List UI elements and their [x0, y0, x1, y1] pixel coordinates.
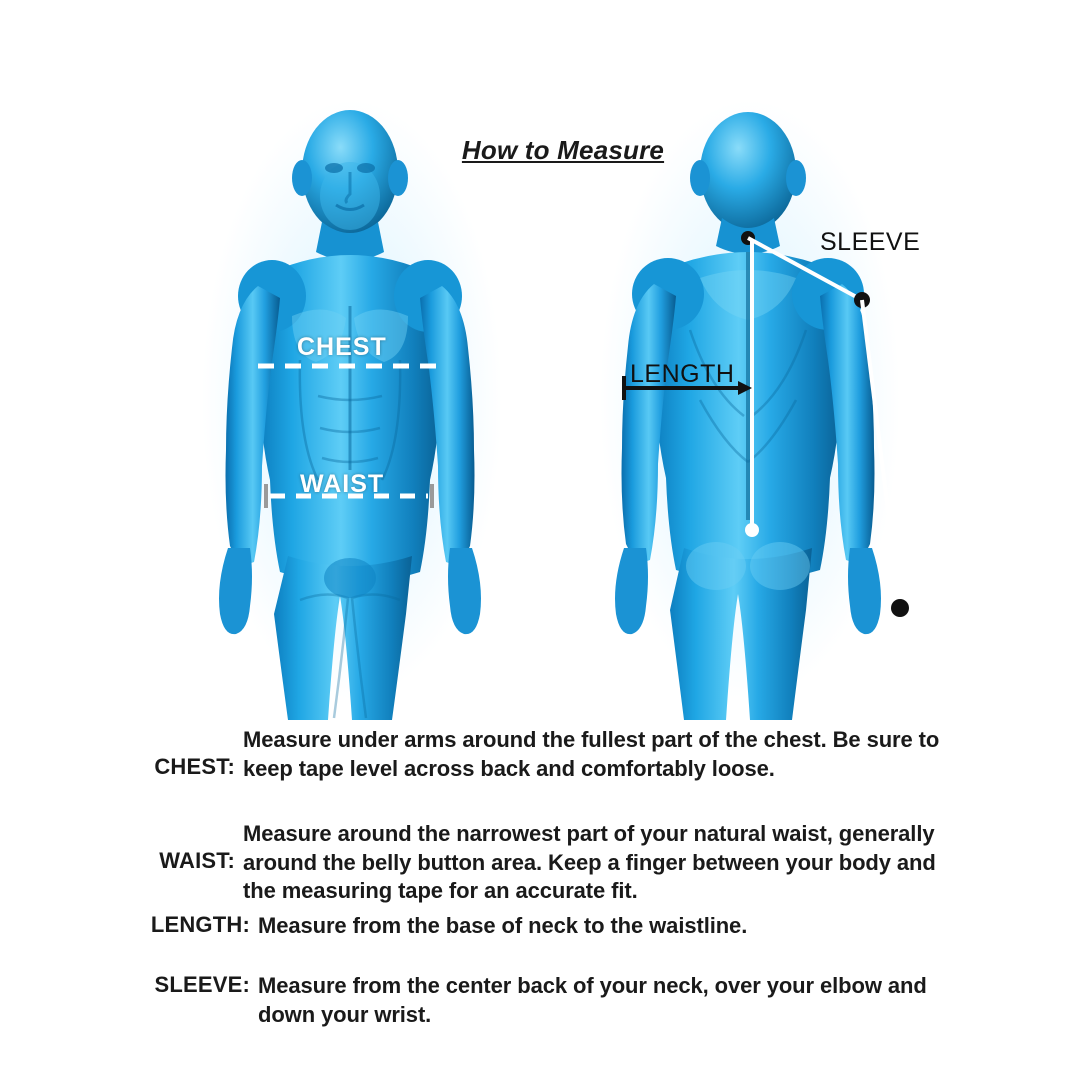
back-body-figure — [600, 100, 909, 720]
instruction-row-length — [0, 912, 1080, 941]
chest-label: CHEST — [297, 333, 387, 361]
instruction-row-sleeve — [0, 972, 1080, 1029]
instruction-description: Measure around the narrowest part of your natural waist, generally around the belly button area. Keep a finger between your body and the measuring tape for an accurate fit. — [243, 821, 936, 904]
instruction-row-waist — [0, 820, 1080, 906]
instruction-description: Measure from the center back of your neck, over your elbow and down your wrist. — [258, 973, 927, 1027]
sleeve-label: SLEEVE — [820, 228, 921, 256]
page-title: How to Measure — [461, 135, 665, 165]
instruction-term: WAIST: — [159, 848, 235, 873]
instruction-description: Measure under arms around the fullest part of the chest. Be sure to keep tape level across back and comfortably loose. — [243, 727, 940, 781]
instruction-term: LENGTH: — [150, 912, 250, 937]
instruction-term: SLEEVE: — [154, 972, 250, 997]
length-label: LENGTH — [630, 360, 735, 388]
instruction-term: CHEST: — [154, 754, 235, 779]
instruction-row-chest — [0, 726, 1080, 783]
front-body-figure — [202, 100, 502, 720]
waist-label: WAIST — [300, 470, 385, 498]
instruction-description: Measure from the base of neck to the waistline. — [258, 913, 748, 938]
instructions-block — [0, 722, 1080, 1080]
